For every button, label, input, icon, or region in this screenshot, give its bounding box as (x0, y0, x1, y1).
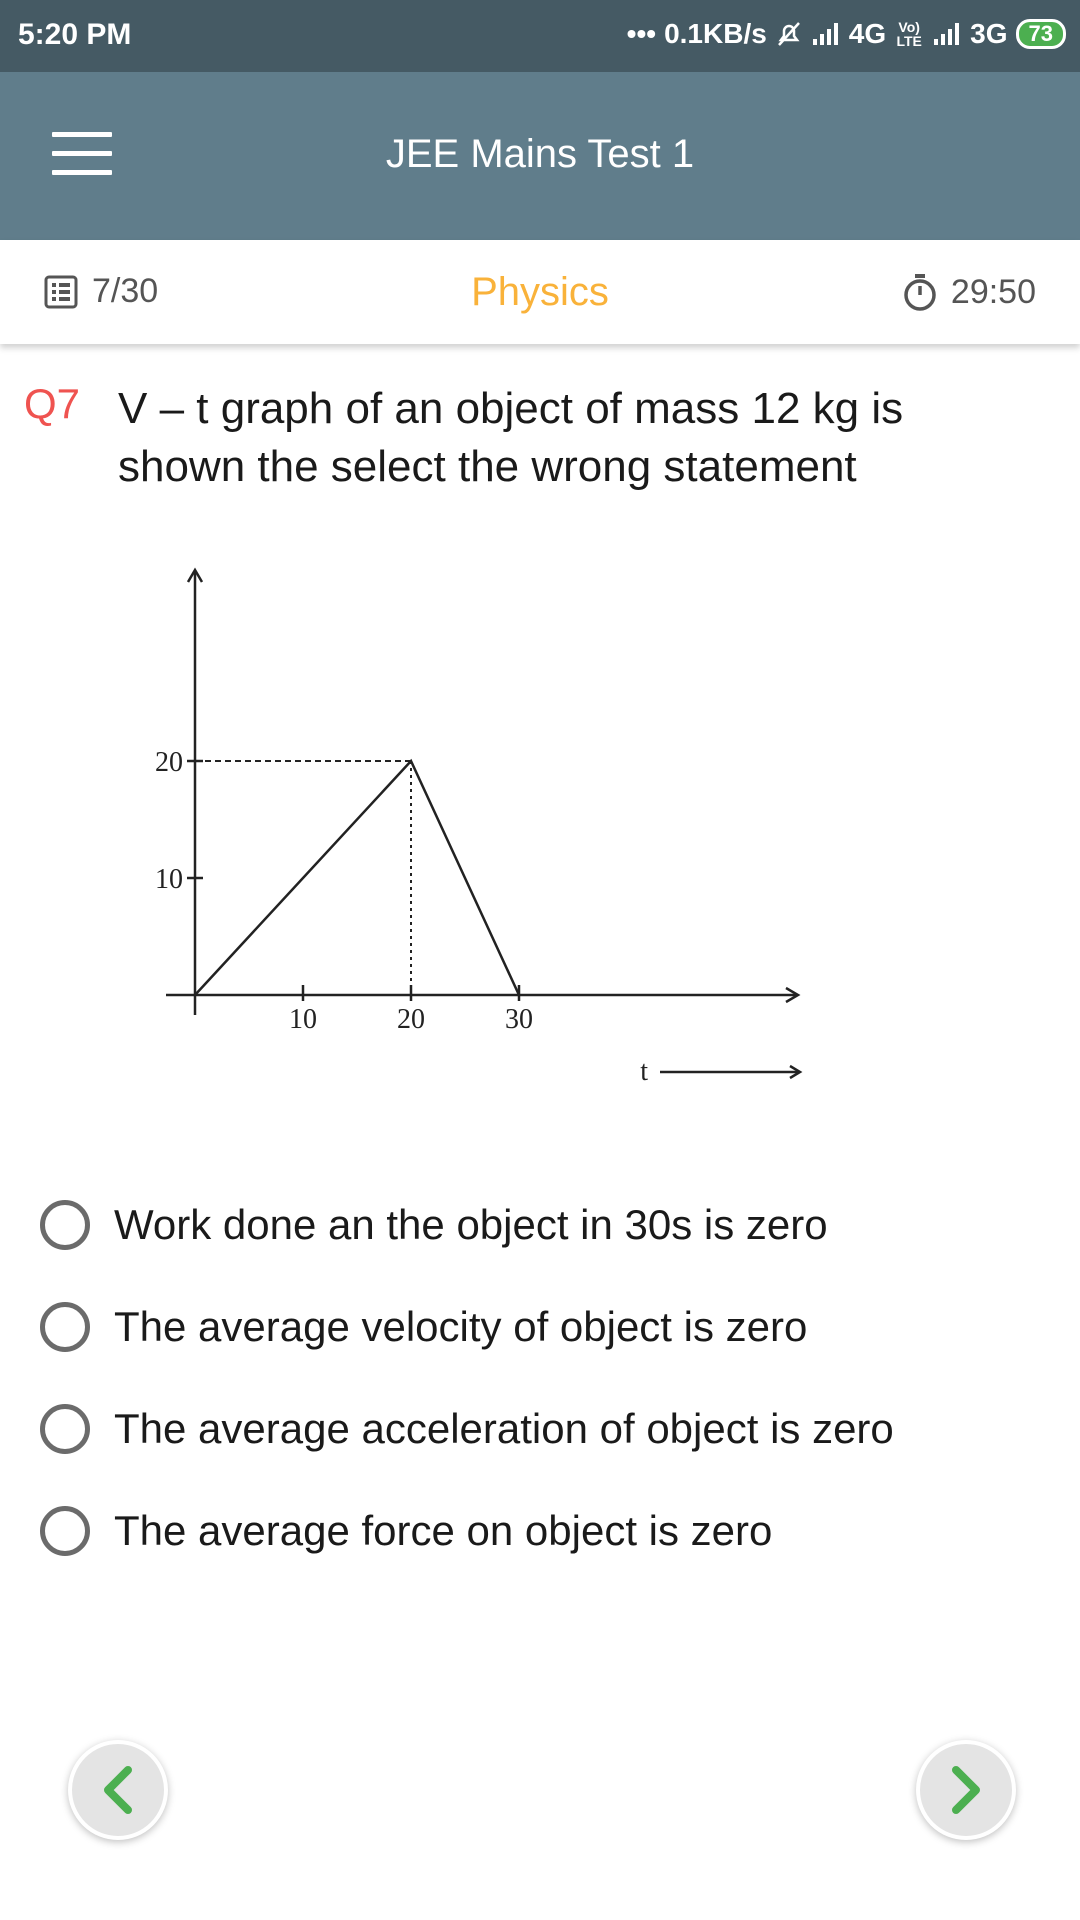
y-tick-label-2: 20 (155, 747, 183, 778)
option-1-radio[interactable] (40, 1200, 90, 1250)
status-bar (0, 0, 1080, 72)
velocity-line (195, 761, 519, 995)
option-3[interactable] (40, 1394, 1040, 1464)
x-axis-label: t (640, 1056, 648, 1087)
previous-button[interactable] (68, 1740, 168, 1840)
app-title: JEE Mains Test 1 (385, 132, 695, 176)
option-2-label: The average velocity of object is zero (114, 1303, 808, 1350)
volte-label: Vo) LTE (896, 19, 922, 49)
chevron-left-icon (98, 1764, 138, 1816)
mute-icon (775, 20, 803, 48)
signal-icon-2 (932, 21, 962, 47)
network-speed: 0.1KB/s (664, 18, 767, 49)
option-1[interactable] (40, 1190, 1040, 1260)
timer (901, 272, 1036, 312)
option-4-label: The average force on object is zero (114, 1507, 773, 1554)
option-1-label: Work done an the object in 30s is zero (114, 1201, 828, 1248)
subject-title: Physics (471, 270, 609, 314)
x-tick-label-1: 10 (289, 1004, 317, 1035)
app-bar (0, 72, 1080, 240)
velocity-time-graph (130, 550, 830, 1090)
network-type-2: 3G (970, 18, 1008, 49)
x-tick-label-3: 30 (505, 1004, 533, 1035)
y-tick-label-1: 10 (155, 864, 183, 895)
question-counter-text: 7/30 (92, 272, 159, 310)
option-3-label: The average acceleration of object is zero (114, 1405, 894, 1452)
stopwatch-icon (901, 272, 939, 312)
question-text: V – t graph of an object of mass 12 kg is shown the select the wrong statement (118, 384, 904, 491)
next-button[interactable] (916, 1740, 1016, 1840)
status-time: 5:20 PM (18, 18, 132, 51)
network-type-1: 4G (848, 18, 887, 49)
question-number: Q7 (24, 380, 81, 427)
signal-icon (811, 21, 841, 47)
option-2-radio[interactable] (40, 1302, 90, 1352)
x-tick-label-2: 20 (397, 1004, 425, 1035)
notification-dots: ••• (626, 18, 657, 49)
option-3-radio[interactable] (40, 1404, 90, 1454)
status-icons (627, 18, 1066, 50)
option-4[interactable] (40, 1496, 1040, 1566)
battery-icon: 73 (1016, 19, 1066, 49)
option-2[interactable] (40, 1292, 1040, 1362)
question-info-bar (0, 240, 1080, 344)
timer-text: 29:50 (950, 272, 1036, 311)
option-4-radio[interactable] (40, 1506, 90, 1556)
chevron-right-icon (946, 1764, 986, 1816)
